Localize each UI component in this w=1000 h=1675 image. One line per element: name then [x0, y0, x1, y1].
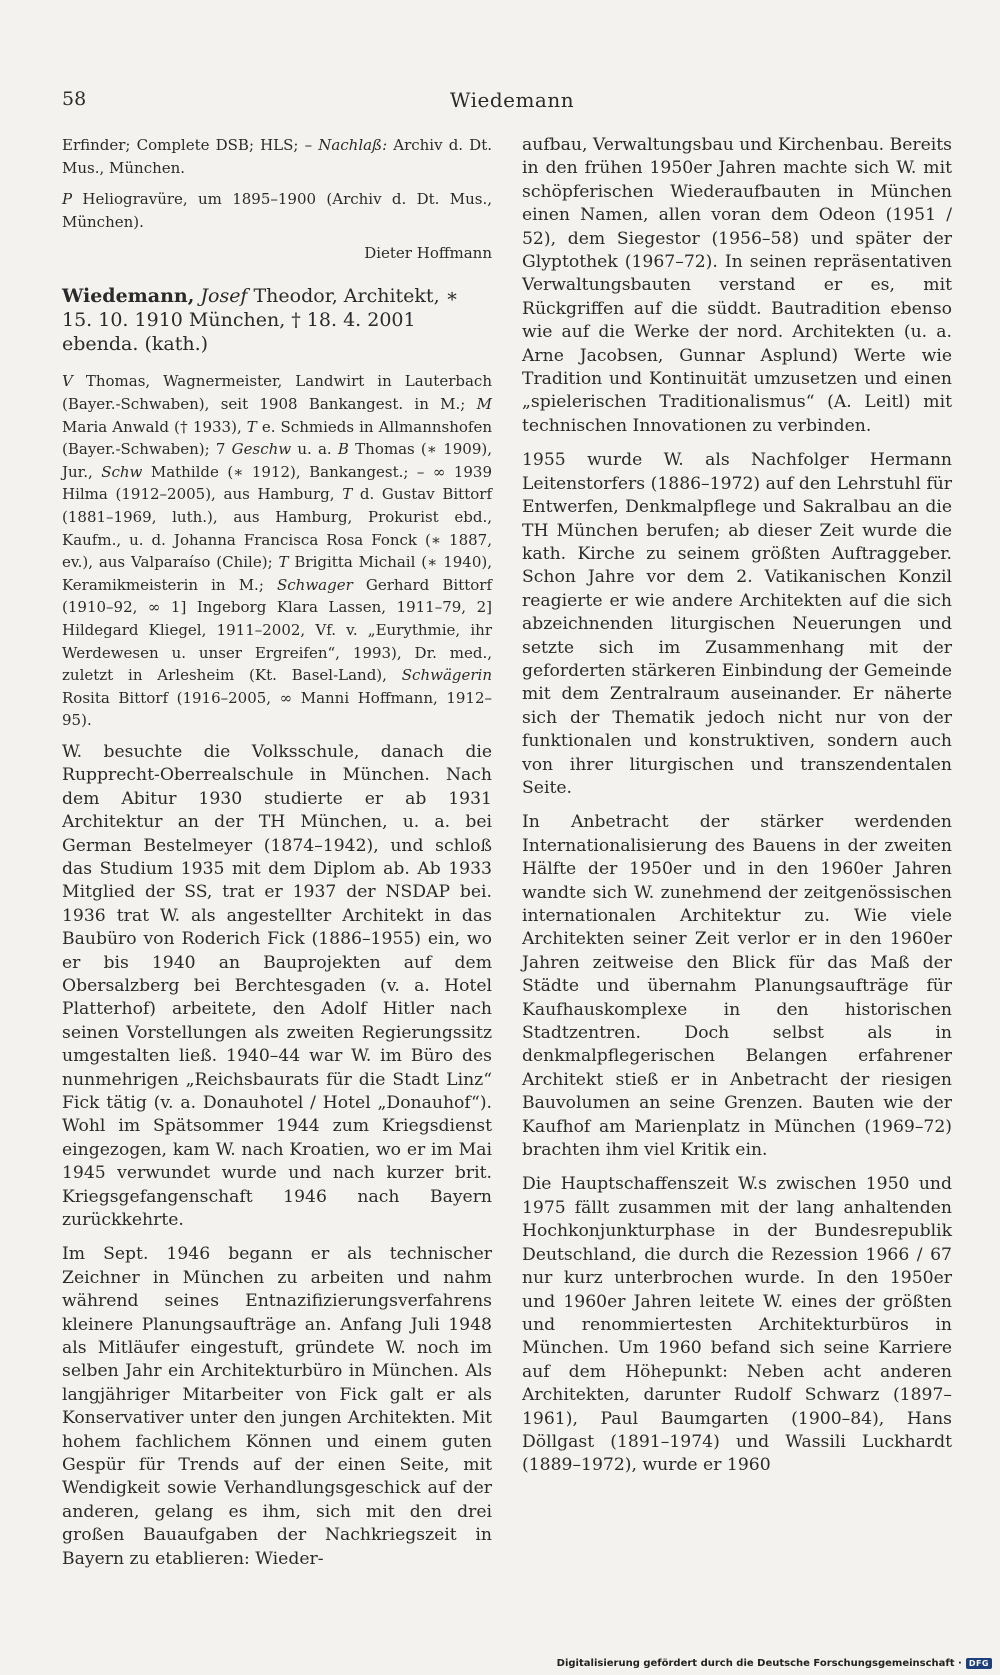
- body-paragraph: W. besuchte die Volksschule, danach die Rupprecht-Oberrealschule in München. Nach dem Abitur 1930 studierte er ab 1931 Architektur an der TH München, u. a. bei German Bestelmeyer (1874–1942), und schloß das Studium 1935 mit dem Diplom ab. Ab 1933 Mitglied der SS, trat er 1937 der NSDAP bei. 1936 trat W. als angestellter Architekt in das Baubüro von Roderich Fick (1886–1955) ein, wo er bis 1940 an Bauprojekten auf dem Obersalzberg bei Berchtesgaden (v. a. Hotel Platterhof) arbeitete, den Adolf Hitler nach seinen Vorstellungen als zweiten Regierungssitz umgestalten ließ. 1940–44 war W. im Büro des nunmehrigen „Reichsbaurats für die Stadt Linz“ Fick tätig (v. a. Donauhotel / Hotel „Donauhof“). Wohl im Spätsommer 1944 zum Kriegsdienst eingezogen, kam W. nach Kroatien, wo er im Mai 1945 verwundet wurde und nach kurzer brit. Kriegsgefangenschaft 1946 nach Bayern zurückkehrte.: [62, 741, 492, 1230]
- right-column: [522, 134, 952, 1489]
- genealogy-segment: Rosita Bittorf (1916–2005, ∞ Manni Hoffmann, 1912–95).: [62, 688, 492, 730]
- genealogy-segment: Maria Anwald († 1933),: [62, 417, 247, 436]
- body-paragraph: 1955 wurde W. als Nachfolger Hermann Leitenstorfers (1886–1972) auf den Lehrstuhl für Entwerfen, Denkmalpflege und Sakralbau an die TH München berufen; ab dieser Zeit wurde die kath. Kirche zu seinem größten Auftraggeber. Schon Jahre vor dem 2. Vatikanischen Konzil reagierte er wie andere Architekten auf die sich abzeichnenden liturgischen Neuerungen und setzte sich im Zusammenhang mit der geforderten stärkeren Einbindung der Gemeinde mit dem Zentralraum auseinander. Er näherte sich der Thematik jedoch nicht nur von der funktionalen und konstruktiven, sondern auch von ihrer liturgischen und transzendentalen Seite.: [522, 450, 952, 798]
- genealogy-segment: Schwager: [276, 575, 353, 594]
- genealogy-segment: Mathilde (∗ 1912), Bankangest.; – ∞ 1939 Hilma (1912–2005), aus Hamburg,: [62, 462, 492, 504]
- page-number: 58: [62, 88, 87, 110]
- genealogy-segment: Schwägerin: [401, 666, 492, 685]
- body-paragraph: Im Sept. 1946 begann er als technischer Zeichner in München zu arbeiten und nahm während seines Entnazifizierungsverfahrens kleinere Planungsaufträge an. Anfang Juli 1948 als Mitläufer eingestuft, gründete W. noch im selben Jahr ein Architekturbüro in München. Als langjähriger Mitarbeiter von Fick galt er als Konservativer unter den jungen Architekten. Mit hohem fachlichem Können und einem guten Gespür für Trends auf der einen Seite, mit Wendigkeit sowie Verhandlungsgeschick auf der anderen, gelang es ihm, sich mit den drei großen Bauaufgaben der Nachkriegszeit in Bayern zu etablieren: Wieder-: [62, 1244, 492, 1569]
- genealogy-segment: d. Gustav Bittorf (1881–1969, luth.), aus Hamburg, Prokurist ebd., Kaufm., u. d. Johanna Francisca Rosa Fonck (∗ 1887, ev.), aus Valparaíso (Chile);: [62, 485, 492, 572]
- genealogy-segment: e. Schmieds in Allmannshofen (Bayer.-Schwaben); 7: [62, 417, 492, 459]
- entry-heading: [62, 284, 492, 356]
- previous-entry-portrait: P Heliogravüre, um 1895–1900 (Archiv d. Dt. Mus., München).: [62, 190, 492, 231]
- genealogy-segment: u. a.: [291, 440, 338, 459]
- entry-given-name: Josef: [194, 285, 248, 308]
- body-paragraph: aufbau, Verwaltungsbau und Kirchenbau. Bereits in den frühen 1950er Jahren machte sich W. mit schöpferischen Wiederaufbauten in München einen Namen, allen voran dem Odeon (1951 / 52), dem Siegestor (1956–58) und später der Glyptothek (1967–72). In seinen repräsentativen Verwaltungsbauten verstand er es, mit Rückgriffen auf die süddt. Bautradition ebenso wie auf die Werke der nord. Architekten (u. a. Arne Jacobsen, Gunnar Asplund) Werte wie Tradition und Kontinuität umzusetzen und einen „spielerischen Traditionalismus“ (A. Leitl) mit technischen Innovationen zu verbinden.: [522, 135, 953, 436]
- genealogy-segment: Thomas, Wagnermeister, Landwirt in Lauterbach (Bayer.-Schwaben), seit 1908 Bankangest. in M.;: [62, 372, 492, 413]
- genealogy-segment: T: [342, 485, 353, 504]
- genealogy-segment: Gerhard Bittorf (1910–92, ∞ 1] Ingeborg Klara Lassen, 1911–79, 2] Hildegard Kliegel, 1911–2002, Vf. v. „Eurythmie, ihr Werdewesen u. unser Ergreifen“, 1993), Dr. med., zuletzt in Arlesheim (Kt. Basel-Land),: [62, 575, 492, 685]
- genealogy-segment: Brigitta Michail (∗ 1940), Keramikmeisterin in M.;: [62, 553, 492, 594]
- entry-life-data: Theodor, Architekt, ∗ 15. 10. 1910 München, † 18. 4. 2001 ebenda. (kath.): [62, 285, 459, 356]
- genealogy-segment: B: [337, 440, 349, 459]
- body-paragraph: In Anbetracht der stärker werdenden Internationalisierung des Bauens in der zweiten Hälfte der 1950er und in den 1960er Jahren wandte sich W. zunehmend der zeitgenössischen internationalen Architektur zu. Wie viele Architekten seiner Zeit verlor er in den 1960er Jahren zeitweise den Blick für das Maß der Städte und übernahm Planungsaufträge für Kaufhauskomplexe in den historischen Stadtzentren. Doch selbst als in denkmalpflegerischen Belangen erfahrener Architekt stieß er in Anbetracht der riesigen Bauvolumen an seine Grenzen. Bauten wie der Kaufhof am Marienplatz in München (1969–72) brachten ihm viel Kritik ein.: [522, 812, 952, 1161]
- footer-text: Digitalisierung gefördert durch die Deutsche Forschungsgemeinschaft ·: [556, 1658, 962, 1669]
- previous-entry-sources: Erfinder; Complete DSB; HLS; – Nachlaß: Archiv d. Dt. Mus., München.: [62, 136, 492, 177]
- page-header: [62, 88, 962, 118]
- left-column: [62, 134, 492, 1582]
- body-paragraph: Die Hauptschaffenszeit W.s zwischen 1950 und 1975 fällt zusammen mit der lang anhaltenden Hochkonjunkturphase in der Bundesrepublik Deutschland, die durch die Rezession 1966 / 67 nur kurz unterbrochen wurde. In den 1950er und 1960er Jahren leitete W. eines der größten und renommiertesten Architekturbüros in München. Um 1960 befand sich seine Karriere auf dem Höhepunkt: Neben acht anderen Architekten, darunter Rudolf Schwarz (1897–1961), Paul Baumgarten (1900–84), Hans Döllgast (1891–1974) und Wassili Luckhardt (1889–1972), wurde er 1960: [522, 1174, 952, 1476]
- genealogy-segment: T: [278, 553, 289, 572]
- running-head: Wiedemann: [449, 88, 575, 112]
- previous-entry-author: Dieter Hoffmann: [364, 244, 492, 263]
- genealogy-block: [62, 370, 492, 732]
- genealogy-segment: Geschw: [231, 440, 292, 459]
- digitization-footer: [557, 1658, 992, 1669]
- genealogy-segment: Schw: [101, 462, 143, 481]
- genealogy-segment: V: [62, 372, 73, 391]
- genealogy-segment: T: [246, 417, 257, 436]
- entry-surname: Wiedemann,: [62, 285, 195, 308]
- dfg-logo: DFG: [966, 1658, 992, 1669]
- genealogy-segment: M: [476, 394, 492, 413]
- genealogy-segment: Thomas (∗ 1909), Jur.,: [62, 440, 492, 481]
